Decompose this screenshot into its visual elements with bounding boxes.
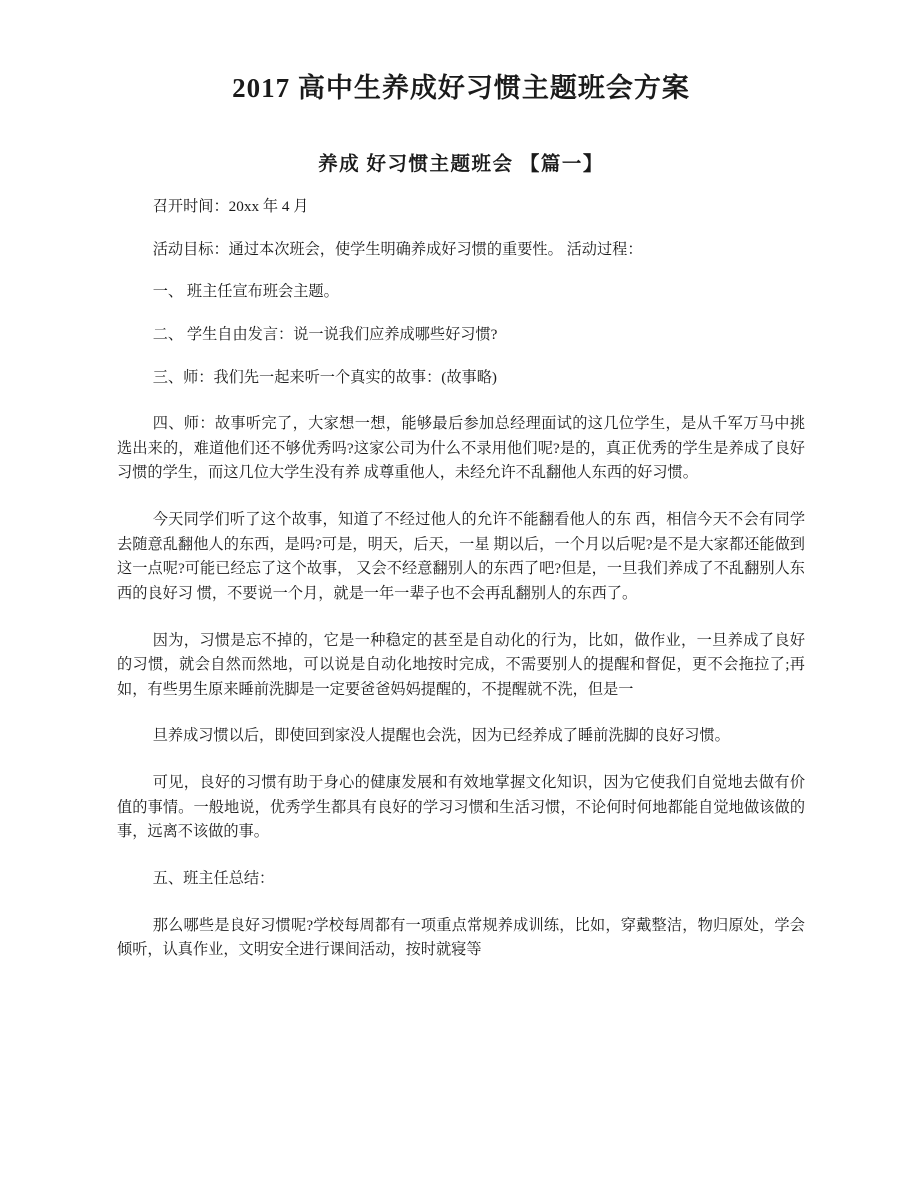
page-title: 2017 高中生养成好习惯主题班会方案	[232, 73, 690, 103]
paragraph-habit-explanation: 因为，习惯是忘不掉的，它是一种稳定的甚至是自动化的行为，比如，做作业，一旦养成了良好的习惯，就会自然而然地，可以说是自动化地按时完成，不需要别人的提醒和督促，更不会拖拉了;再如，有些男生原来睡前洗脚是一定要爸爸妈妈提醒的，不提醒就不洗，但是一	[117, 631, 805, 698]
paragraph-step-three: 三、师：我们先一起来听一个真实的故事：(故事略)	[152, 368, 497, 386]
paragraph-story-reflection: 今天同学们听了这个故事，知道了不经过他人的允许不能翻看他人的东 西，相信今天不会有同学去随意乱翻他人的东西，是吗?可是，明天，后天，一星 期以后，一个月以后呢?是不是大家都还能做到这一点呢?可能已经忘了这个故事， 又会不经意翻别人的东西了吧?但是，一旦我们养成了不乱翻别人东西的良好习 惯，不要说一个月，就是一年一辈子也不会再乱翻别人的东西了。	[117, 511, 805, 602]
paragraph-step-one: 一、 班主任宣布班会主题。	[152, 283, 339, 301]
paragraph-summary-detail: 那么哪些是良好习惯呢?学校每周都有一项重点常规养成训练，比如，穿戴整洁，物归原处，学会倾听，认真作业，文明安全进行课间活动，按时就寝等	[117, 916, 805, 959]
document-content	[117, 0, 805, 963]
paragraph-habit-benefit: 可见，良好的习惯有助于身心的健康发展和有效地掌握文化知识，因为它使我们自觉地去做有价值的事情。一般地说，优秀学生都具有良好的学习习惯和生活习惯，不论何时何地都能自觉地做该做的事，远离不该做的事。	[117, 774, 805, 841]
paragraph-step-two: 二、 学生自由发言：说一说我们应养成哪些好习惯?	[152, 325, 498, 343]
paragraph-habit-continued: 旦养成习惯以后，即使回到家没人提醒也会洗，因为已经养成了睡前洗脚的良好习惯。	[152, 727, 730, 745]
paragraph-activity-goal: 活动目标：通过本次班会，使学生明确养成好习惯的重要性。 活动过程：	[152, 240, 643, 258]
document-subtitle: 养成 好习惯主题班会 【篇一】	[318, 153, 604, 175]
paragraph-step-four: 四、师：故事听完了，大家想一想，能够最后参加总经理面试的这几位学生，是从千军万马中挑选出来的，难道他们还不够优秀吗?这家公司为什么不录用他们呢?是的，真正优秀的学生是养成了良好习惯的学生，而这几位大学生没有养 成尊重他人，未经允许不乱翻他人东西的好习惯。	[117, 415, 805, 482]
paragraph-step-five: 五、班主任总结：	[152, 869, 275, 887]
paragraph-meeting-time: 召开时间：20xx 年 4 月	[152, 198, 309, 216]
